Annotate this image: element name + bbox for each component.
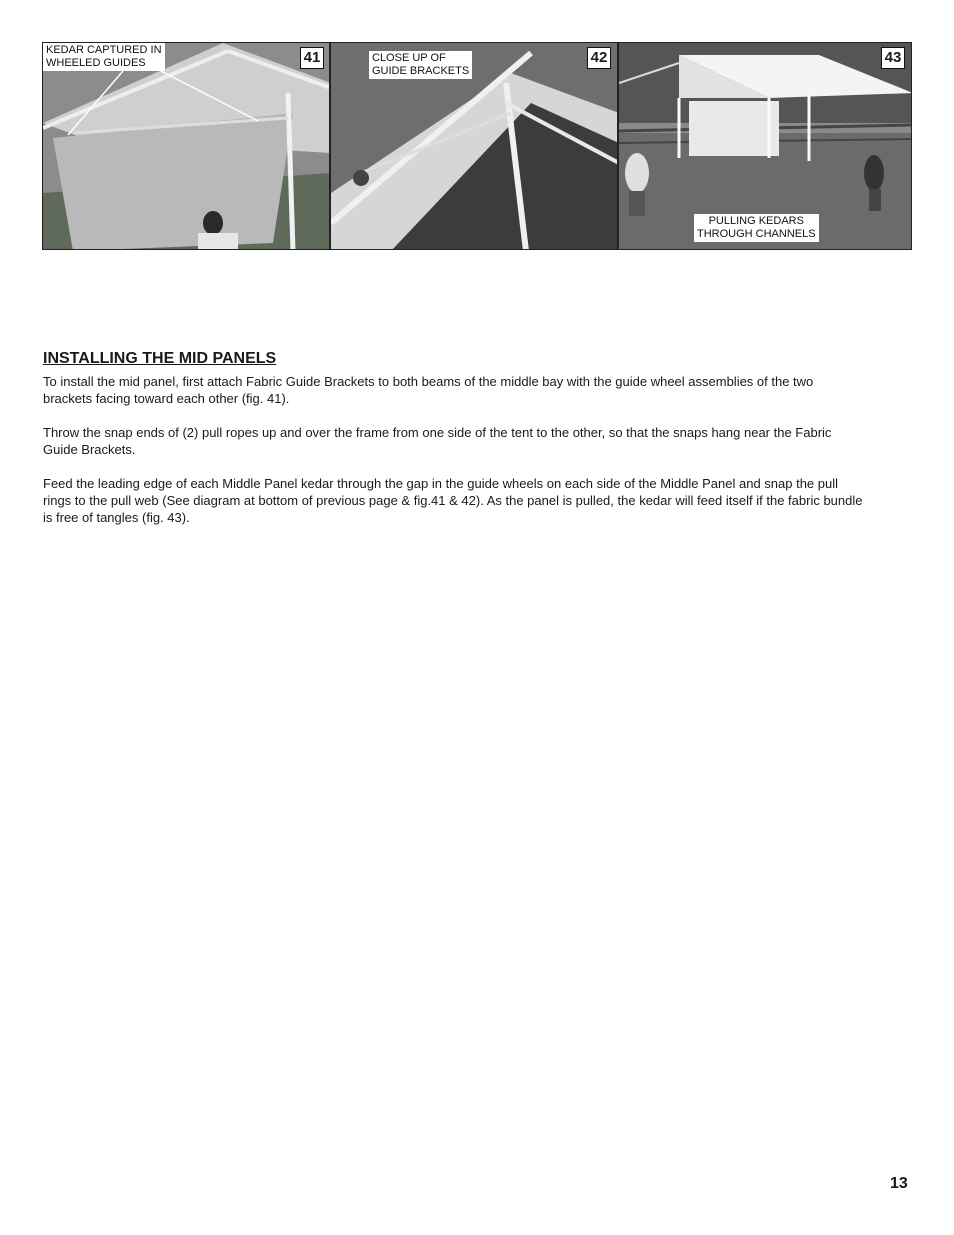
section-installing-mid-panels	[43, 349, 863, 543]
figure-41-caption-line-2: WHEELED GUIDES	[46, 57, 146, 69]
figure-41-illustration	[43, 43, 330, 250]
photo-strip	[42, 42, 912, 250]
paragraph-2: Throw the snap ends of (2) pull ropes up and over the frame from one side of the tent to the other, so that the snaps hang near the Fabric Guide Brackets.	[43, 425, 832, 457]
figure-41-photo	[42, 42, 330, 250]
figure-41-caption-line-1: KEDAR CAPTURED IN	[46, 44, 162, 56]
figure-42-number: 42	[587, 47, 611, 69]
figure-42-caption-line-2: GUIDE BRACKETS	[372, 65, 470, 77]
figure-41-number: 41	[300, 47, 324, 69]
figure-42-caption	[369, 51, 472, 79]
figure-43-caption	[694, 214, 819, 242]
figure-43-caption-line-2: THROUGH CHANNELS	[697, 228, 816, 240]
paragraph-1: To install the mid panel, first attach Fabric Guide Brackets to both beams of the middle bay with the guide wheel assemblies of the two brackets facing toward each other (fig. 41).	[43, 374, 814, 406]
figure-43-caption-line-1: PULLING KEDARS	[708, 215, 804, 227]
figure-43-number: 43	[881, 47, 905, 69]
figure-42-caption-line-1: CLOSE UP OF	[372, 52, 446, 64]
figure-42-photo	[330, 42, 618, 250]
section-heading: INSTALLING THE MID PANELS	[43, 350, 277, 367]
paragraph-3: Feed the leading edge of each Middle Panel kedar through the gap in the guide wheels on each side of the Middle Panel and snap the pull rings to the pull web (See diagram at bottom of previous page & fig.41 & 42). As the panel is pulled, the kedar will feed itself if the fabric bundle is free of tangles (fig. 43).	[43, 476, 863, 525]
figure-43-photo	[618, 42, 912, 250]
figure-41-caption	[43, 43, 165, 71]
page-number: 13	[890, 1175, 908, 1192]
